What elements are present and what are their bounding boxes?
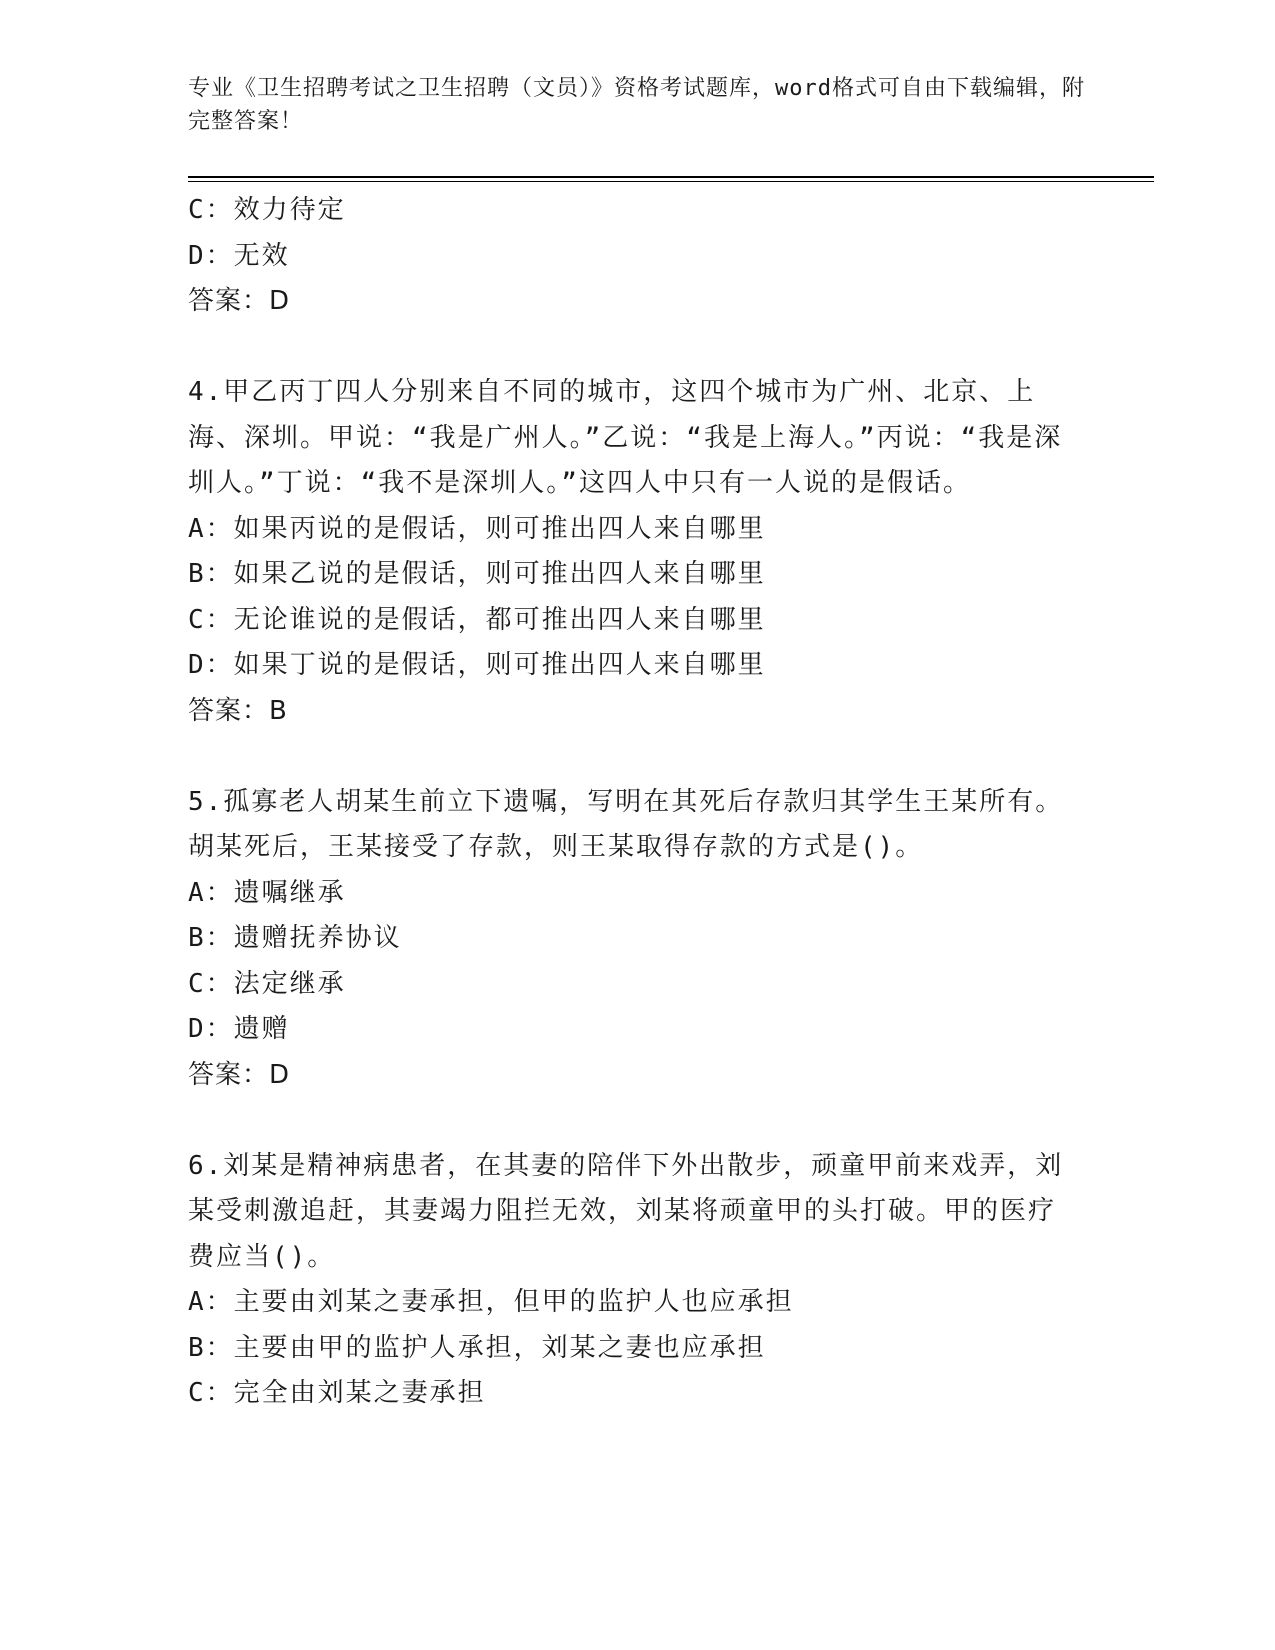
question-stem: 6.刘某是精神病患者，在其妻的陪伴下外出散步，顽童甲前来戏弄，刘某受刺激追赶，其妻竭力阻拦无效，刘某将顽童甲的头打破。甲的医疗费应当()。	[188, 1150, 1064, 1272]
option-a: A：如果丙说的是假话，则可推出四人来自哪里	[188, 513, 766, 544]
prev-question-tail	[188, 188, 1068, 325]
option-d: D：遗赠	[188, 1014, 290, 1044]
question-stem: 4.甲乙丙丁四人分别来自不同的城市，这四个城市为广州、北京、上海、深圳。甲说：“我是广州人。”乙说：“我是上海人。”丙说：“我是深圳人。”丁说：“我不是深圳人。”这四人中只有一人说的是假话。	[188, 377, 1063, 498]
option-a: A：遗嘱继承	[188, 877, 346, 908]
option-d: D：如果丁说的是假话，则可推出四人来自哪里	[188, 650, 766, 680]
question-4	[188, 370, 1068, 734]
question-6	[188, 1144, 1068, 1417]
spacer	[188, 325, 1068, 371]
answer-line: 答案：D	[188, 1059, 291, 1090]
document-header: 专业《卫生招聘考试之卫生招聘（文员）》资格考试题库，word格式可自由下载编辑，附完整答案！	[188, 76, 1085, 134]
question-5	[188, 780, 1068, 1099]
header-rule-thick	[188, 176, 1154, 178]
header-rule-thin	[188, 181, 1154, 182]
option-b: B：如果乙说的是假话，则可推出四人来自哪里	[188, 559, 766, 589]
spacer	[188, 734, 1068, 780]
question-list	[188, 188, 1068, 1417]
option-b: B：遗赠抚养协议	[188, 923, 402, 953]
answer-line: 答案：B	[188, 695, 288, 726]
question-stem: 5.孤寡老人胡某生前立下遗嘱，写明在其死后存款归其学生王某所有。胡某死后，王某接受了存款，则王某取得存款的方式是()。	[188, 786, 1064, 862]
option-c: C：无论谁说的是假话，都可推出四人来自哪里	[188, 604, 766, 635]
option-c: C：法定继承	[188, 968, 346, 999]
option-c: C：效力待定	[188, 195, 346, 225]
option-d: D：无效	[188, 240, 290, 271]
spacer	[188, 1098, 1068, 1144]
option-b: B：主要由甲的监护人承担，刘某之妻也应承担	[188, 1332, 766, 1363]
option-a: A：主要由刘某之妻承担，但甲的监护人也应承担	[188, 1287, 794, 1317]
answer-line: 答案：D	[188, 286, 291, 316]
option-c: C：完全由刘某之妻承担	[188, 1378, 486, 1408]
